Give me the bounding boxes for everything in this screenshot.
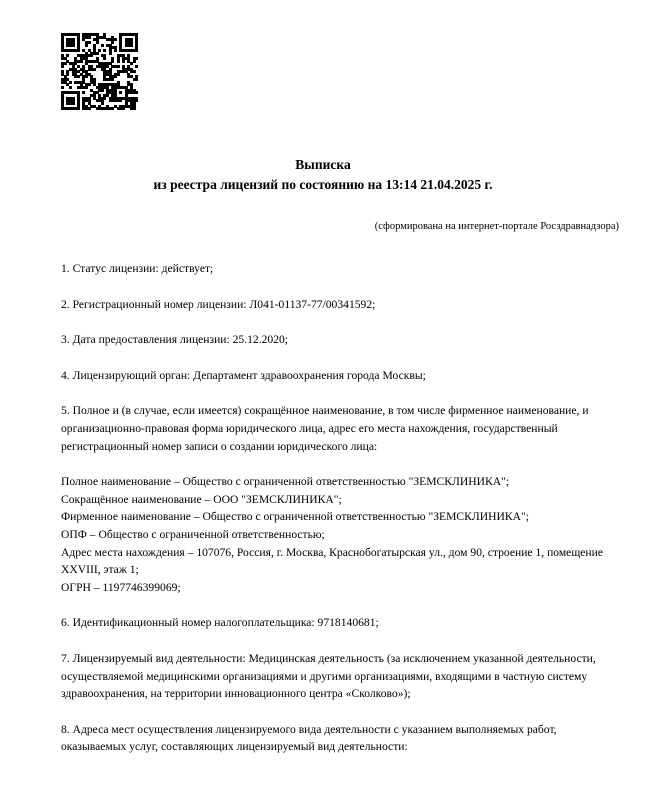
item-tax-number: 6. Идентификационный номер налогоплательщика: 9718140681;: [61, 616, 379, 630]
item-activity-type: 7. Лицензируемый вид деятельности: Медицинская деятельность (за исключением указанной деятельности, осуществляемой медицинскими организациями и другими организациями, входящими в частную систему здравоохранения, на территории инновационного центра «Сколково»);: [61, 651, 596, 701]
title-line-1: Выписка: [295, 157, 351, 172]
document-body: [0, 260, 646, 756]
item-addresses-intro: 8. Адреса мест осуществления лицензируемого вида деятельности с указанием выполняемых работ, оказываемых услуг, составляющих лицензируемый вид деятельности:: [61, 722, 557, 754]
entity-full-name: Полное наименование – Общество с ограниченной ответственностью "ЗЕМСКЛИНИКА";: [61, 475, 510, 489]
title-line-2: из реестра лицензий по состоянию на 13:14 21.04.2025 г.: [153, 177, 493, 192]
entity-legal-form: ОПФ – Общество с ограниченной ответственностью;: [61, 527, 325, 541]
entity-short-name: Сокращённое наименование – ООО "ЗЕМСКЛИНИКА";: [61, 492, 342, 506]
item-names-intro: 5. Полное и (в случае, если имеется) сокращённое наименование, в том числе фирменное наименование, и организационно-правовая форма юридического лица, адрес его места нахождения, государственный регистрационный номер записи о создании юридического лица:: [61, 404, 589, 453]
item-status: 1. Статус лицензии: действует;: [61, 262, 214, 275]
entity-details: [61, 473, 606, 596]
entity-brand-name: Фирменное наименование – Общество с ограниченной ответственностью "ЗЕМСКЛИНИКА";: [61, 510, 529, 524]
entity-ogrn: ОГРН – 1197746399069;: [61, 580, 181, 594]
item-registration-number: 2. Регистрационный номер лицензии: Л041-01137-77/00341592;: [61, 297, 376, 311]
entity-address: Адрес места нахождения – 107076, Россия, г. Москва, Краснобогатырская ул., дом 90, строение 1, помещение XXVIII, этаж 1;: [61, 545, 603, 577]
document-subtitle: (сформирована на интернет-портале Росздравнадзора): [374, 221, 619, 232]
item-licensing-authority: 4. Лицензирующий орган: Департамент здравоохранения города Москвы;: [61, 368, 426, 382]
item-date-granted: 3. Дата предоставления лицензии: 25.12.2020;: [61, 333, 289, 347]
document-title: [0, 155, 646, 195]
